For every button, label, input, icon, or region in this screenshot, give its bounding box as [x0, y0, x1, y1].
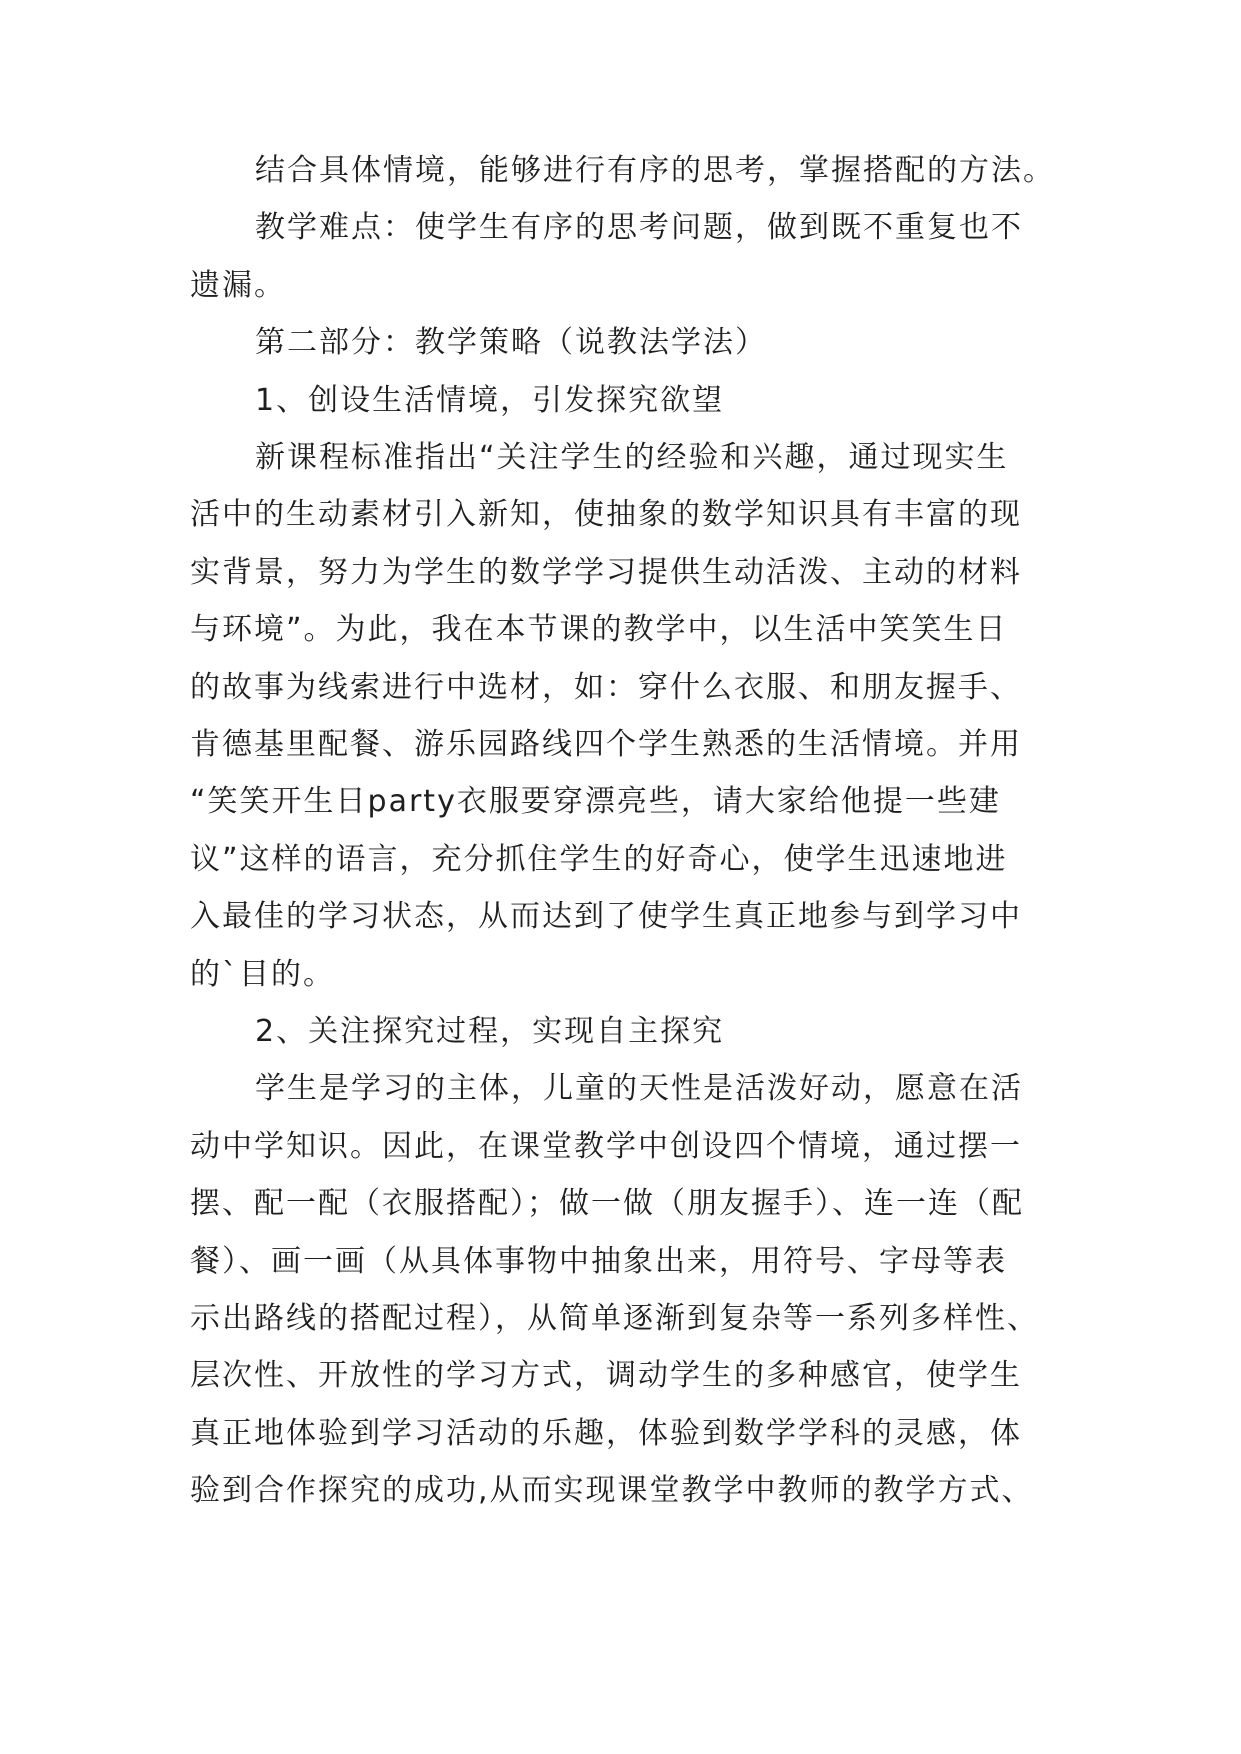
text-line: 餐）、画一画（从具体事物中抽象出来，用符号、字母等表	[190, 1244, 1007, 1279]
text-line: 动中学知识。因此，在课堂教学中创设四个情境，通过摆一	[190, 1129, 1022, 1164]
text-line: 遗漏。	[190, 268, 286, 303]
text-line: 入最佳的学习状态，从而达到了使学生真正地参与到学习中	[190, 899, 1022, 934]
text-line: 议”这样的语言，充分抓住学生的好奇心，使学生迅速地进	[190, 842, 1008, 877]
text-line: 2、关注探究过程，实现自主探究	[255, 1014, 725, 1049]
text-line: “笑笑开生日party衣服要穿漂亮些，请大家给他提一些建	[190, 784, 1001, 819]
text-line: 层次性、开放性的学习方式，调动学生的多种感官，使学生	[190, 1358, 1022, 1393]
text-line: 新课程标准指出“关注学生的经验和兴趣，通过现实生	[255, 440, 1009, 475]
text-line: 的`目的。	[190, 957, 335, 992]
text-line: 与环境”。为此，我在本节课的教学中，以生活中笑笑生日	[190, 612, 1008, 647]
text-line: 活中的生动素材引入新知，使抽象的数学知识具有丰富的现	[190, 497, 1022, 532]
text-line: 第二部分：教学策略（说教法学法）	[255, 325, 767, 360]
text-line: 实背景，努力为学生的数学学习提供生动活泼、主动的材料	[190, 555, 1022, 590]
text-line: 教学难点：使学生有序的思考问题，做到既不重复也不	[255, 210, 1023, 245]
text-line: 肯德基里配餐、游乐园路线四个学生熟悉的生活情境。并用	[190, 727, 1022, 762]
text-line: 结合具体情境，能够进行有序的思考，掌握搭配的方法。	[255, 153, 1055, 188]
text-line: 验到合作探究的成功,从而实现课堂教学中教师的教学方式、	[190, 1473, 1034, 1508]
text-line: 真正地体验到学习活动的乐趣，体验到数学学科的灵感，体	[190, 1416, 1022, 1451]
text-line: 的故事为线索进行中选材，如：穿什么衣服、和朋友握手、	[190, 670, 1022, 705]
text-line: 示出路线的搭配过程），从简单逐渐到复杂等一系列多样性、	[190, 1301, 1039, 1336]
text-line: 学生是学习的主体，儿童的天性是活泼好动，愿意在活	[255, 1071, 1023, 1106]
text-line: 摆、配一配（衣服搭配）；做一做（朋友握手）、连一连（配	[190, 1186, 1024, 1221]
text-line: 1、创设生活情境，引发探究欲望	[255, 383, 725, 418]
